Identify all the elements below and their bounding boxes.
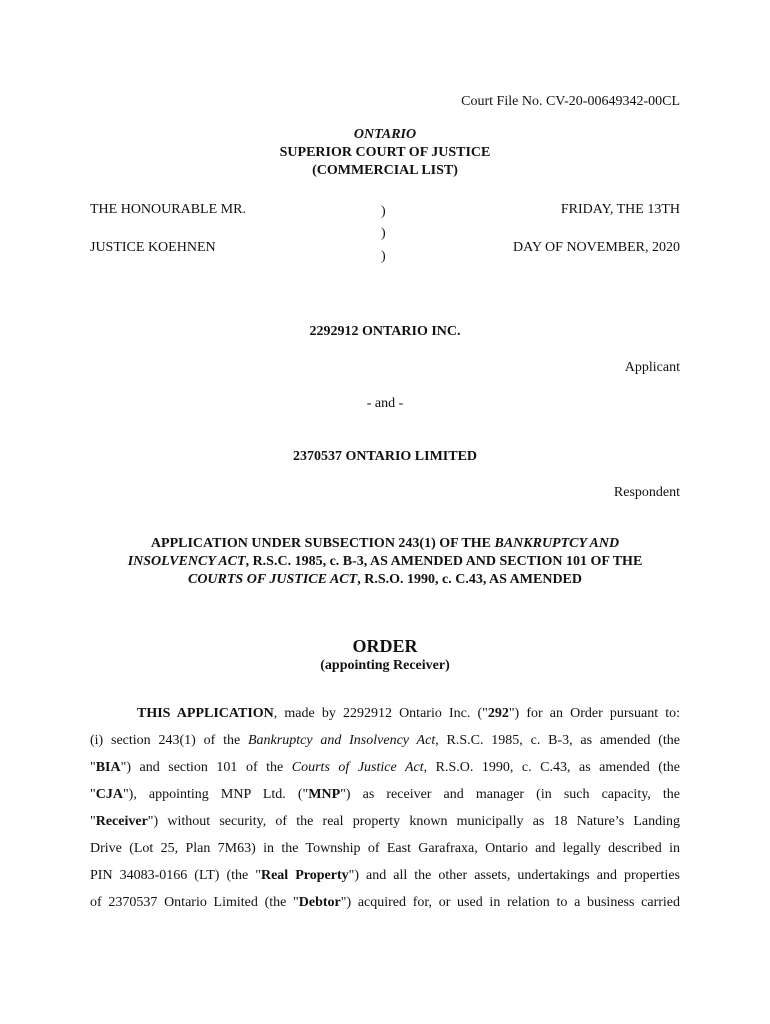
order-title: ORDER (352, 636, 418, 656)
date-line-1: FRIDAY, THE 13TH (560, 202, 680, 217)
date-line-2: DAY OF NOVEMBER, 2020 (513, 240, 680, 255)
application-heading (0, 535, 770, 589)
court-title-block (0, 126, 770, 180)
application-heading-line-2: INSOLVENCY ACT, R.S.C. 1985, c. B-3, AS AMENDED AND SECTION 101 OF THE (127, 554, 643, 569)
court-name: SUPERIOR COURT OF JUSTICE (279, 145, 491, 160)
application-heading-line-1: APPLICATION UNDER SUBSECTION 243(1) OF THE BANKRUPTCY AND (150, 536, 620, 551)
body-line-8: of 2370537 Ontario Limited (the "Debtor") acquired for, or used in relation to a business carried (90, 895, 680, 910)
court-list: (COMMERCIAL LIST) (312, 163, 458, 178)
body-line-2: (i) section 243(1) of the Bankruptcy and Insolvency Act, R.S.C. 1985, c. B-3, as amended (the (90, 733, 680, 748)
respondent-name: 2370537 ONTARIO LIMITED (292, 449, 478, 464)
applicant-role: Applicant (624, 360, 680, 375)
bracket-2: ) (381, 226, 386, 241)
body-line-3: "BIA") and section 101 of the Courts of Justice Act, R.S.O. 1990, c. C.43, as amended (the (90, 760, 680, 775)
body-line-4: "CJA"), appointing MNP Ltd. ("MNP") as receiver and manager (in such capacity, the (90, 787, 681, 802)
body-line-1: THIS APPLICATION, made by 2292912 Ontario Inc. ("292") for an Order pursuant to: (137, 706, 680, 721)
court-province: ONTARIO (353, 127, 417, 142)
court-file-number: Court File No. CV-20-00649342-00CL (461, 94, 680, 109)
bracket-1: ) (381, 204, 386, 219)
applicant-name: 2292912 ONTARIO INC. (309, 324, 461, 339)
respondent-role: Respondent (613, 485, 680, 500)
party-separator: - and - (366, 396, 404, 411)
body-line-5: "Receiver") without security, of the real property known municipally as 18 Nature’s Landing (90, 814, 680, 829)
judge-line-1: THE HONOURABLE MR. (90, 202, 246, 217)
application-heading-line-3: COURTS OF JUSTICE ACT, R.S.O. 1990, c. C.43, AS AMENDED (187, 572, 582, 587)
body-line-7: PIN 34083-0166 (LT) (the "Real Property") and all the other assets, undertakings and properties (90, 868, 680, 883)
judge-line-2: JUSTICE KOEHNEN (90, 240, 216, 255)
bracket-3: ) (381, 249, 386, 264)
body-line-6: Drive (Lot 25, Plan 7M63) in the Township of East Garafraxa, Ontario and legally described in (90, 841, 680, 856)
order-subtitle: (appointing Receiver) (320, 658, 450, 673)
